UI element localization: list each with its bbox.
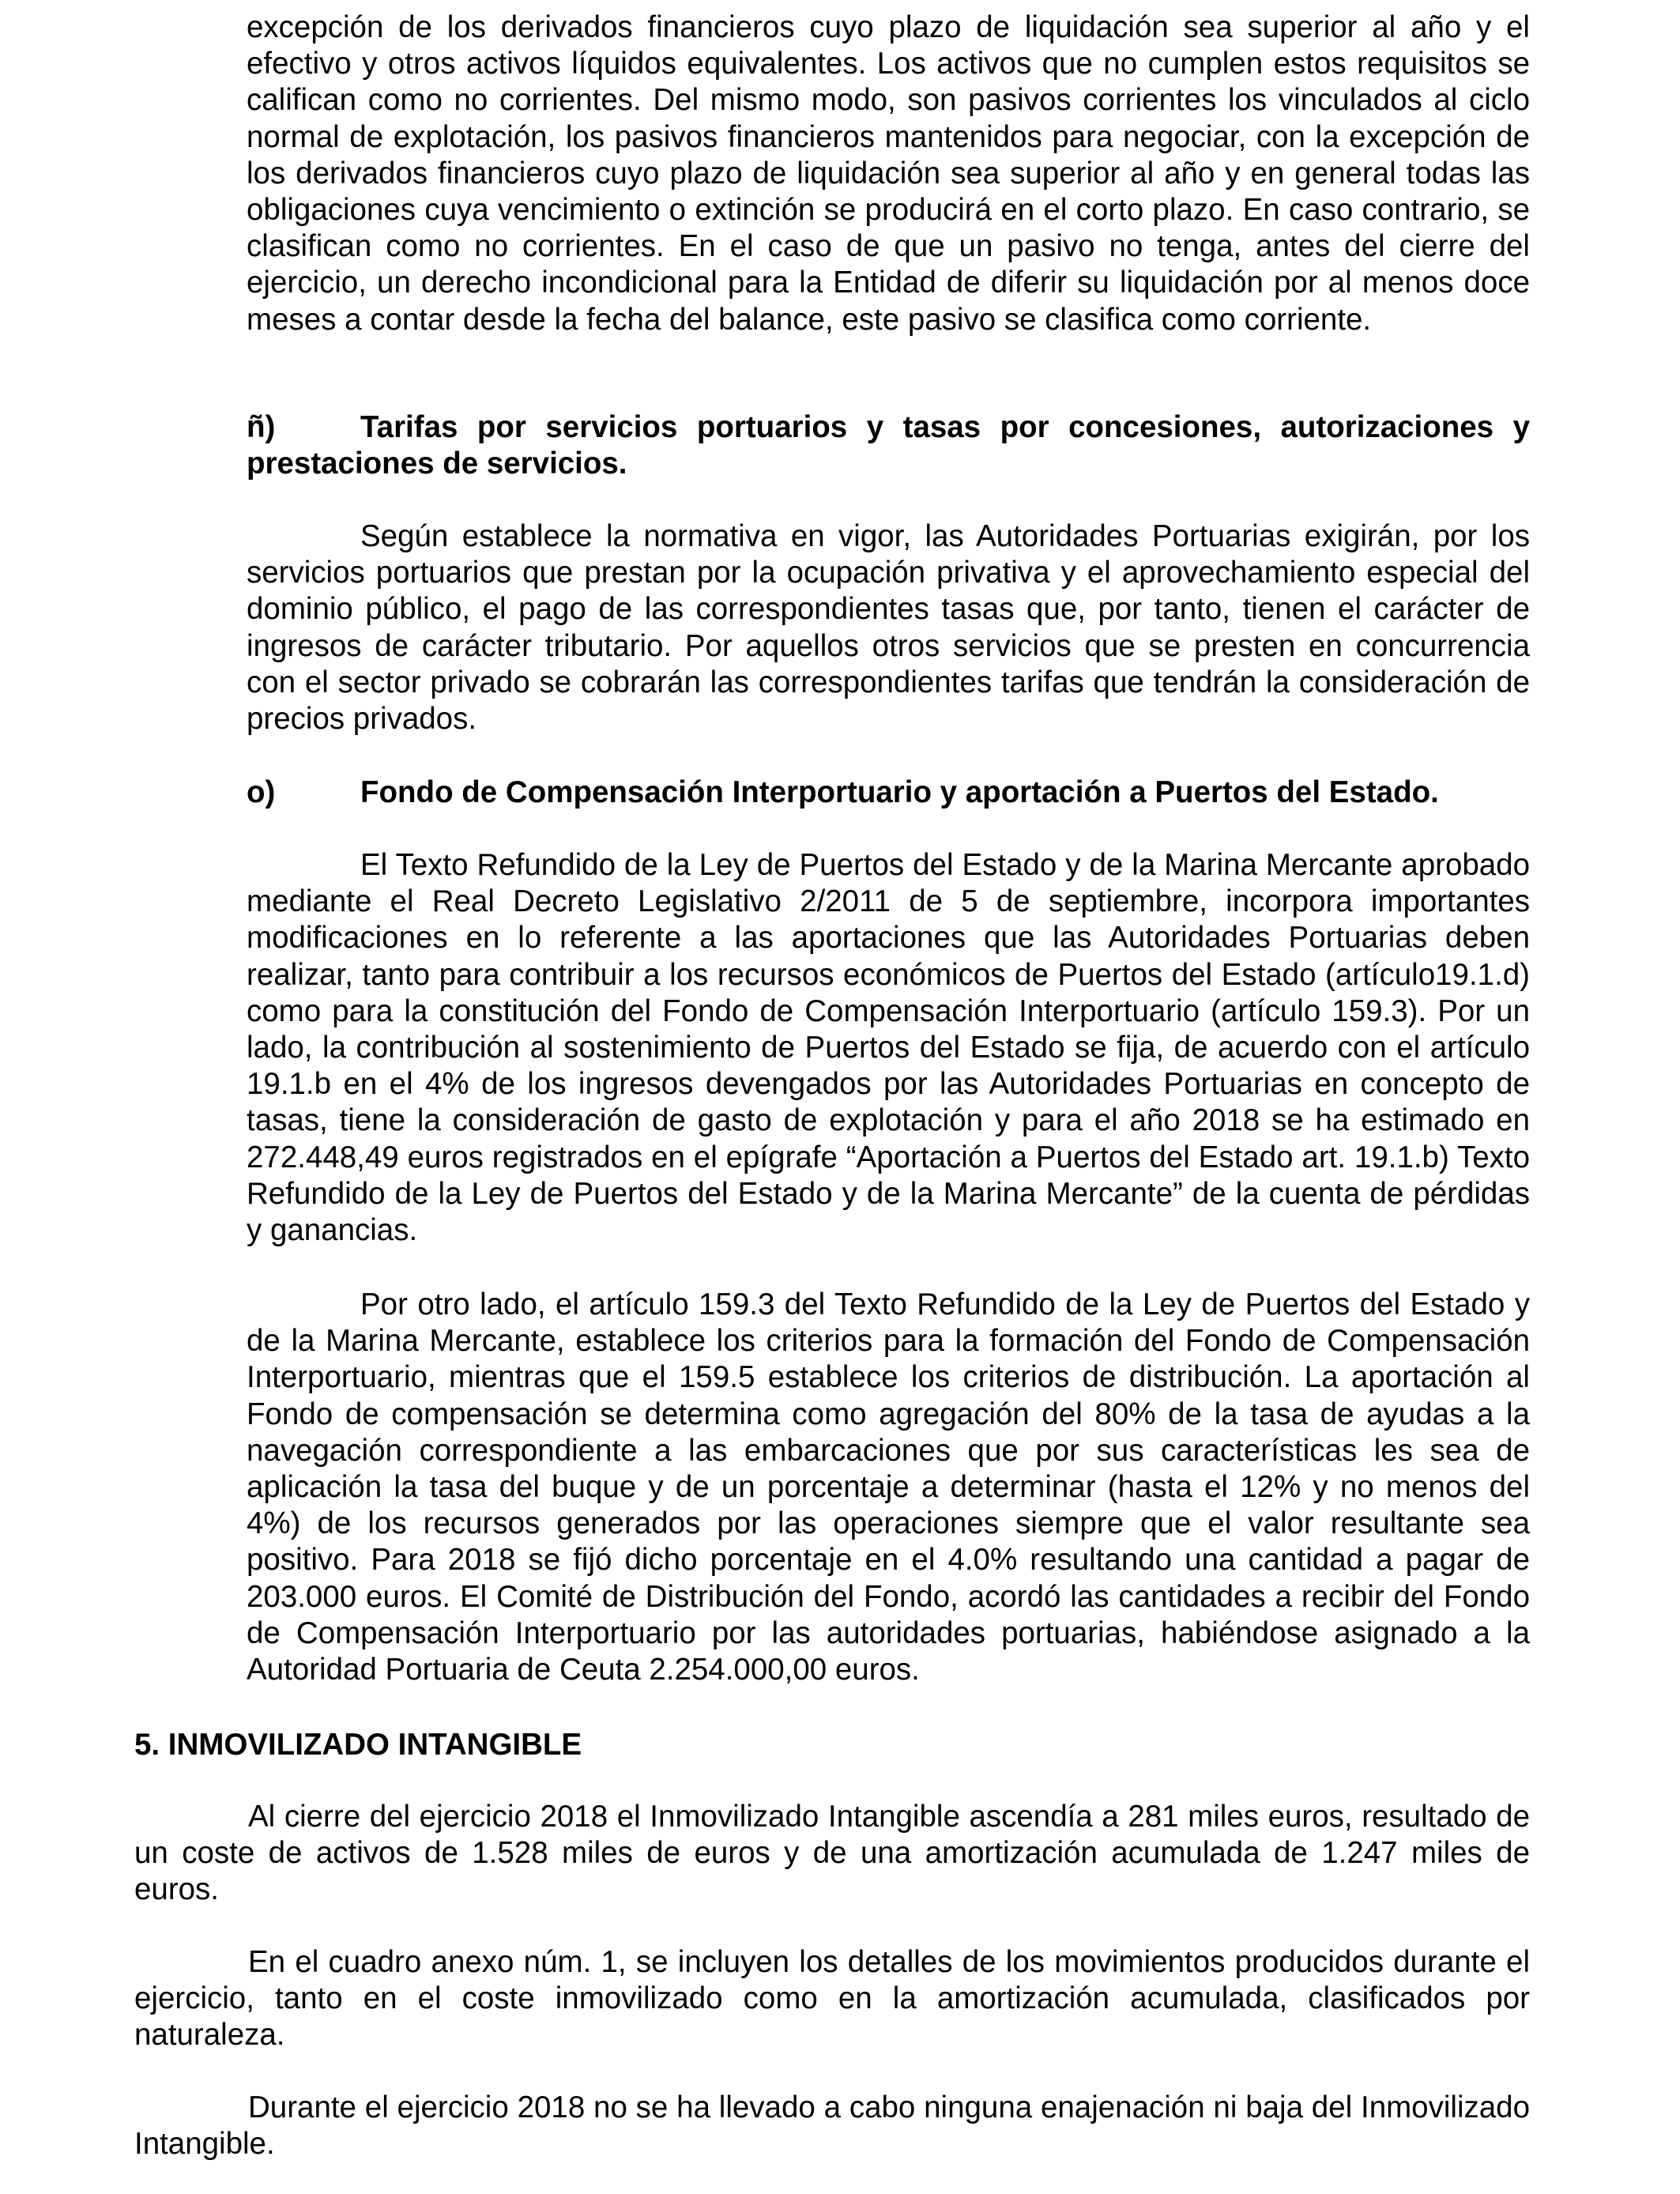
section-5-heading: 5. INMOVILIZADO INTANGIBLE <box>134 1728 582 1762</box>
section-5-paragraph-2: En el cuadro anexo núm. 1, se incluyen los detalles de los movimientos producidos durante el ejercicio, tanto en el coste inmovilizado como en la amortización acumulada, clasificados por naturaleza. <box>134 1945 1530 2053</box>
section-o-marker: o) <box>247 775 276 809</box>
section-n-paragraph-1: Según establece la normativa en vigor, las Autoridades Portuarias exigirán, por los servicios portuarios que prestan por la ocupación privativa y el aprovechamiento especial del dominio público, el pago de las correspondientes tasas que, por tanto, tienen el carácter de ingresos de carácter tributario. Por aquellos otros servicios que se presten en concurrencia con el sector privado se cobrarán las correspondientes tarifas que tendrán la consideración de precios privados. <box>247 519 1530 737</box>
section-o-paragraph-1: El Texto Refundido de la Ley de Puertos del Estado y de la Marina Mercante aprobado mediante el Real Decreto Legislativo 2/2011 de 5 de septiembre, incorpora importantes modificaciones en lo referente a las aportaciones que las Autoridades Portuarias deben realizar, tanto para contribuir a los recursos económicos de Puertos del Estado (artículo19.1.d) como para la constitución del Fondo de Compensación Interportuario (artículo 159.3). Por un lado, la contribución al sostenimiento de Puertos del Estado se fija, de acuerdo con el artículo 19.1.b en el 4% de los ingresos devengados por las Autoridades Portuarias en concepto de tasas, tiene la consideración de gasto de explotación y para el año 2018 se ha estimado en 272.448,49 euros registrados en el epígrafe “Aportación a Puertos del Estado art. 19.1.b) Texto Refundido de la Ley de Puertos del Estado y de la Marina Mercante” de la cuenta de pérdidas y ganancias. <box>247 848 1530 1248</box>
section-5-paragraph-1: Al cierre del ejercicio 2018 el Inmovilizado Intangible ascendía a 281 miles euros, resultado de un coste de activos de 1.528 miles de euros y de una amortización acumulada de 1.247 miles de euros. <box>134 1800 1530 1907</box>
intro-paragraph: excepción de los derivados financieros cuyo plazo de liquidación sea superior al año y el efectivo y otros activos líquidos equivalentes. Los activos que no cumplen estos requisitos se califican como no corrientes. Del mismo modo, son pasivos corrientes los vinculados al ciclo normal de explotación, los pasivos financieros mantenidos para negociar, con la excepción de los derivados financieros cuyo plazo de liquidación sea superior al año y en general todas las obligaciones cuya vencimiento o extinción se producirá en el corto plazo. En caso contrario, se clasifican como no corrientes. En el caso de que un pasivo no tenga, antes del cierre del ejercicio, un derecho incondicional para la Entidad de diferir su liquidación por al menos doce meses a contar desde la fecha del balance, este pasivo se clasifica como corriente. <box>247 10 1530 337</box>
section-o-heading <box>247 775 1530 811</box>
section-n-heading <box>247 409 1530 482</box>
section-5-paragraph-3: Durante el ejercicio 2018 no se ha llevado a cabo ninguna enajenación ni baja del Inmovilizado Intangible. <box>134 2090 1530 2162</box>
section-o-title: Fondo de Compensación Interportuario y aportación a Puertos del Estado. <box>360 775 1439 809</box>
section-n-marker: ñ) <box>247 410 276 444</box>
section-n-title: Tarifas por servicios portuarios y tasas por concesiones, autorizaciones y prestaciones de servicios. <box>247 410 1530 481</box>
section-o-paragraph-2: Por otro lado, el artículo 159.3 del Texto Refundido de la Ley de Puertos del Estado y de la Marina Mercante, establece los criterios para la formación del Fondo de Compensación Interportuario, mientras que el 159.5 establece los criterios de distribución. La aportación al Fondo de compensación se determina como agregación del 80% de la tasa de ayudas a la navegación correspondiente a las embarcaciones que por sus características les sea de aplicación la tasa del buque y de un porcentaje a determinar (hasta el 12% y no menos del 4%) de los recursos generados por las operaciones siempre que el valor resultante sea positivo. Para 2018 se fijó dicho porcentaje en el 4.0% resultando una cantidad a pagar de 203.000 euros. El Comité de Distribución del Fondo, acordó las cantidades a recibir del Fondo de Compensación Interportuario por las autoridades portuarias, habiéndose asignado a la Autoridad Portuaria de Ceuta 2.254.000,00 euros. <box>247 1287 1530 1687</box>
